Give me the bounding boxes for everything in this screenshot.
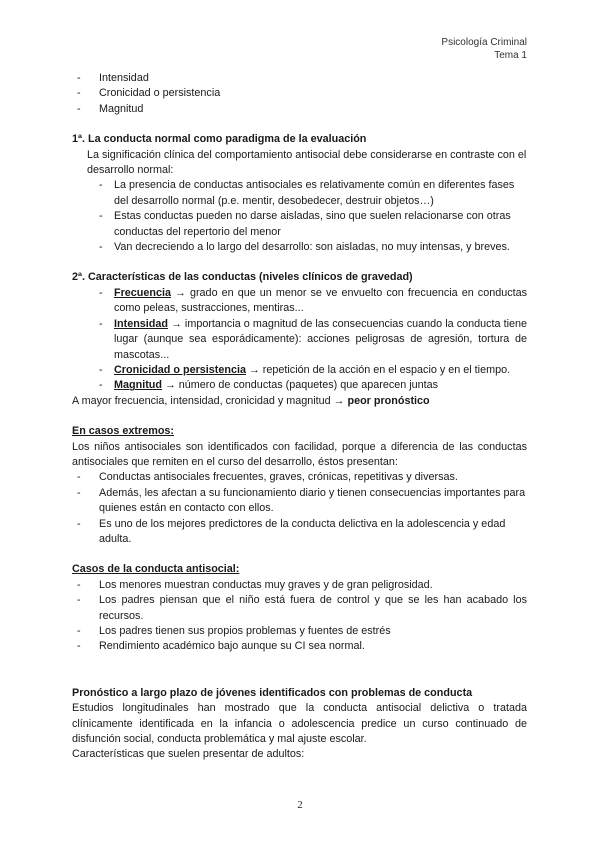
- list-item: - Intensidad: [72, 71, 527, 86]
- section-title: En casos extremos:: [72, 425, 175, 438]
- top-list: [72, 71, 527, 117]
- section-antisocial-cases: [72, 562, 527, 654]
- section-body: Estudios longitudinales han mostrado que la conducta antisocial delictiva o tratada clínicamente identificada en la infancia o adolescencia predice un curso continuado de disfunción social, conducta problemática y mal ajuste escolar.: [72, 702, 527, 746]
- list-item: - Estas conductas pueden no darse aisladas, sino que suelen relacionarse con otras conductas del repertorio del menor: [87, 209, 527, 240]
- term-label: Cronicidad o persistencia: [114, 363, 246, 376]
- document-body: [72, 71, 527, 763]
- page-header: [441, 36, 527, 62]
- term-label: Magnitud: [114, 379, 162, 392]
- section-normal-conduct: [72, 132, 527, 255]
- section-title: 2ª. Características de las conductas (niveles clínicos de gravedad): [72, 271, 413, 284]
- section-title: 1ª. La conducta normal como paradigma de la evaluación: [72, 133, 367, 146]
- list-item: - Los menores muestran conductas muy graves y de gran peligrosidad.: [72, 578, 527, 593]
- list-item: - Magnitud: [72, 102, 527, 117]
- header-subject: Psicología Criminal: [441, 37, 527, 48]
- section-characteristics: [72, 270, 527, 393]
- conclusion-line: A mayor frecuencia, intensidad, cronicidad y magnitud → peor pronóstico: [72, 394, 430, 407]
- page-number: 2: [297, 800, 303, 811]
- term-description: → repetición de la acción en el espacio y en el tiempo.: [249, 363, 511, 376]
- section-title: Casos de la conducta antisocial:: [72, 563, 240, 576]
- section-title: Pronóstico a largo plazo de jóvenes identificados con problemas de conducta: [72, 686, 473, 699]
- list-item: - Rendimiento académico bajo aunque su CI sea normal.: [72, 639, 527, 654]
- list-item: - La presencia de conductas antisociales es relativamente común en diferentes fases del desarrollo normal (p.e. mentir, desobedecer, destruir objetos…): [87, 178, 527, 209]
- list-item: - Cronicidad o persistencia: [72, 86, 527, 101]
- list-item: - Conductas antisociales frecuentes, graves, crónicas, repetitivas y diversas.: [72, 470, 527, 485]
- section-prognosis: [72, 686, 527, 763]
- list-item: - Además, les afectan a su funcionamiento diario y tienen consecuencias importantes para quienes están en contacto con ellos.: [72, 486, 527, 517]
- term-description: → importancia o magnitud de las consecuencias cuando la conducta tiene lugar (aunque sea esporádicamente): acciones peligrosas de agresión, tortura de mascotas...: [114, 317, 527, 361]
- list-item: - Van decreciendo a lo largo del desarrollo: son aisladas, no muy intensas, y breves.: [87, 240, 527, 255]
- section-extreme-cases: [72, 424, 527, 547]
- section-intro: Los niños antisociales son identificados con facilidad, porque a diferencia de las conductas antisociales que remiten en el curso del desarrollo, éstos presentan:: [72, 440, 527, 468]
- section-list: [72, 578, 527, 655]
- term-description: → grado en que un menor se ve envuelto con frecuencia en conductas como peleas, sustracciones, mentiras...: [114, 286, 528, 315]
- list-item: [87, 286, 527, 317]
- section-list: [72, 470, 527, 547]
- section-intro: La significación clínica del comportamiento antisocial debe considerarse en contraste con el desarrollo normal:: [87, 148, 527, 177]
- list-item: - Los padres piensan que el niño está fuera de control y que se les han acabado los recursos.: [72, 593, 527, 624]
- section-adults: Características que suelen presentar de adultos:: [72, 748, 305, 761]
- term-description: → número de conductas (paquetes) que aparecen juntas: [164, 379, 439, 392]
- list-item: - Los padres tienen sus propios problemas y fuentes de estrés: [72, 624, 527, 639]
- section-list: [87, 286, 527, 394]
- conclusion-bold: peor pronóstico: [347, 394, 430, 407]
- header-unit: Tema 1: [494, 50, 527, 61]
- list-item: [87, 363, 527, 378]
- list-item: [87, 317, 527, 363]
- term-label: Frecuencia: [114, 286, 172, 299]
- section-list: [87, 178, 527, 255]
- list-item: [87, 378, 527, 393]
- term-label: Intensidad: [114, 317, 168, 330]
- list-item: - Es uno de los mejores predictores de la conducta delictiva en la adolescencia y edad adulta.: [72, 517, 527, 548]
